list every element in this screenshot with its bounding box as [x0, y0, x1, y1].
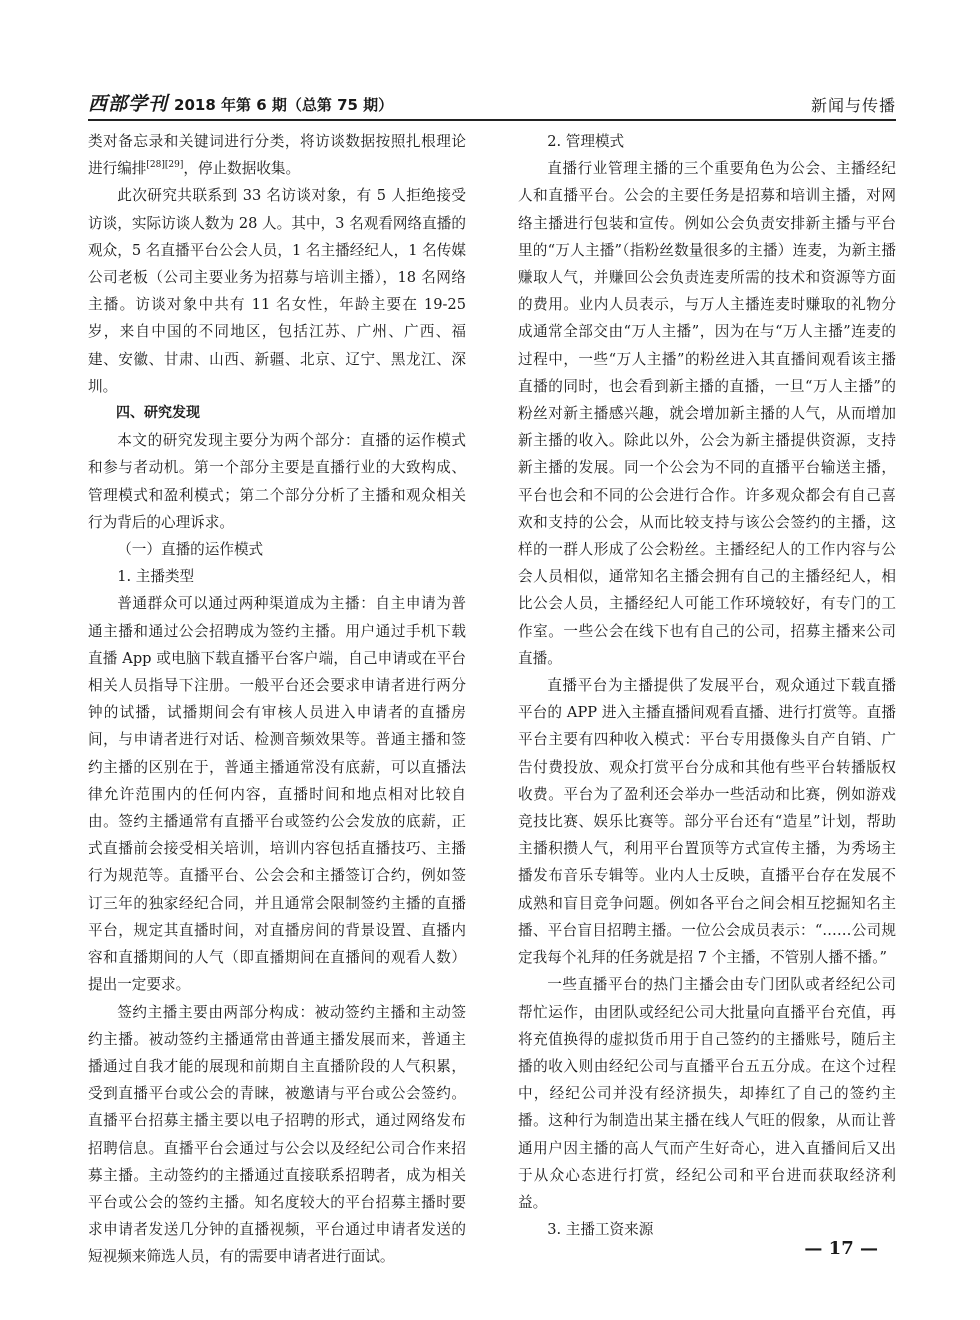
journal-name: 西部学刊	[88, 93, 169, 115]
paragraph	[88, 128, 466, 182]
subsection-heading: 3. 主播工资来源	[547, 1221, 654, 1239]
header-rule	[88, 119, 896, 121]
left-column	[88, 128, 466, 1271]
paragraph: 此次研究共联系到 33 名访谈对象，有 5 人拒绝接受访谈，实际访谈人数为 28 人。其中，3 名观看网络直播的观众，5 名直播平台公会人员，1 名主播经纪人，1 名传媒公司老板（公司主要业务为招募与培训主播），18 名网络主播。访谈对象中共有 11 名女性，年龄主要在 19-25 岁，来自中国的不同地区，包括江苏、广州、广西、福建、安徽、甘肃、山西、新疆、北京、辽宁、黑龙江、深圳。	[88, 187, 466, 395]
right-column	[518, 128, 896, 1243]
paragraph-text: ，停止数据收集。	[183, 160, 301, 178]
section-name: 新闻与传播	[810, 96, 896, 115]
citation: [28][29]	[146, 160, 184, 171]
paragraph: 直播平台为主播提供了发展平台，观众通过下载直播平台的 APP 进入主播直播间观看直播、进行打赏等。直播平台主要有四种收入模式：平台专用摄像头自产自销、广告付费投放、观众打赏平台分成和其他有些平台转播版权收费。平台为了盈利还会举办一些活动和比赛，例如游戏竞技比赛、娱乐比赛等。部分平台还有“造星”计划，帮助主播积攒人气，利用平台置顶等方式宣传主播，为秀场主播发布音乐专辑等。业内人士反映，直播平台存在发展不成熟和盲目竞争问题。例如各平台之间会相互挖掘知名主播、平台盲目招聘主播。一位公会成员表示：“……公司规定我每个礼拜的任务就是招 7 个主播，不管别人播不播。”	[518, 677, 896, 967]
subsection-heading: 1. 主播类型	[117, 568, 195, 586]
paragraph: 直播行业管理主播的三个重要角色为公会、主播经纪人和直播平台。公会的主要任务是招募和培训主播，对网络主播进行包装和宣传。例如公会负责安排新主播与平台里的“万人主播”（指粉丝数量很多的主播）连麦，为新主播赚取人气，并赚回公会负责连麦所需的技术和资源等方面的费用。业内人员表示，与万人主播连麦时赚取的礼物分成通常全部交由“万人主播”，因为在与“万人主播”连麦的过程中，一些“万人主播”的粉丝进入其直播间观看该主播直播的同时，也会看到新主播的直播，一旦“万人主播”的粉丝对新主播感兴趣，就会增加新主播的人气，从而增加新主播的收入。除此以外，公会为新主播提供资源，支持新主播的发展。同一个公会为不同的直播平台输送主播，平台也会和不同的公会进行合作。许多观众都会有自己喜欢和支持的公会，从而比较支持与该公会签约的主播，这样的一群人形成了公会粉丝。主播经纪人的工作内容与公会人员相似，通常知名主播会拥有自己的主播经纪人，相比公会人员，主播经纪人可能工作环境较好，有专门的工作室。一些公会在线下也有自己的公司，招募主播来公司直播。	[518, 160, 896, 667]
paragraph: 普通群众可以通过两种渠道成为主播：自主申请为普通主播和通过公会招聘成为签约主播。用户通过手机下载直播 App 或电脑下载直播平台客户端，自己申请或在平台相关人员指导下注册。一般平台还会要求申请者进行两分钟的试播，试播期间会有审核人员进入申请者的直播房间，与申请者进行对话、检测音频效果等。普通主播和签约主播的区别在于，普通主播通常没有底薪，可以直播法律允许范围内的任何内容，直播时间和地点相对比较自由。签约主播通常有直播平台或签约公会发放的底薪，正式直播前会接受相关培训，培训内容包括直播技巧、主播行为规范等。直播平台、公会会和主播签订合约，例如签订三年的独家经纪合同，并且通常会限制签约主播的直播平台，规定其直播时间，对直播房间的背景设置、直播内容和直播期间的人气（即直播期间在直播间的观看人数）提出一定要求。	[88, 595, 466, 994]
paragraph-text: 类对备忘录和关键词进行分类，将访谈数据按照扎根理论进行编排	[88, 133, 466, 178]
subsection-heading: 2. 管理模式	[547, 133, 625, 150]
paragraph: 一些直播平台的热门主播会由专门团队或者经纪公司帮忙运作，由团队或经纪公司大批量向直播平台充值，再将充值换得的虚拟货币用于自己签约的主播账号，随后主播的收入则由经纪公司与直播平台五五分成。在这个过程中，经纪公司并没有经济损失，却捧红了自己的签约主播。这种行为制造出某主播在线人气旺的假象，从而让普通用户因主播的高人气而产生好奇心，进入直播间后又出于从众心态进行打赏，经纪公司和平台进而获取经济利益。	[518, 976, 896, 1211]
section-heading: 四、研究发现	[116, 405, 200, 422]
paragraph: 本文的研究发现主要分为两个部分：直播的运作模式和参与者动机。第一个部分主要是直播行业的大致构成、管理模式和盈利模式；第二个部分分析了主播和观众相关行为背后的心理诉求。	[88, 432, 466, 531]
issue-label: 2018 年第 6 期（总第 75 期）	[174, 96, 394, 114]
paragraph: 签约主播主要由两部分构成：被动签约主播和主动签约主播。被动签约主播通常由普通主播发展而来，普通主播通过自我才能的展现和前期自主直播阶段的人气积累，受到直播平台或公会的青睐，被邀请与平台或公会签约。直播平台招募主播主要以电子招聘的形式，通过网络发布招聘信息。直播平台会通过与公会以及经纪公司合作来招募主播。主动签约的主播通过直接联系招聘者，成为相关平台或公会的签约主播。知名度较大的平台招募主播时要求申请者发送几分钟的直播视频，平台通过申请者发送的短视频来筛选人员，有的需要申请者进行面试。	[88, 1003, 466, 1266]
journal-masthead	[88, 89, 393, 116]
running-header	[88, 86, 896, 116]
subsection-heading: （一）直播的运作模式	[117, 541, 264, 559]
page-number: — 17 —	[804, 1238, 878, 1259]
